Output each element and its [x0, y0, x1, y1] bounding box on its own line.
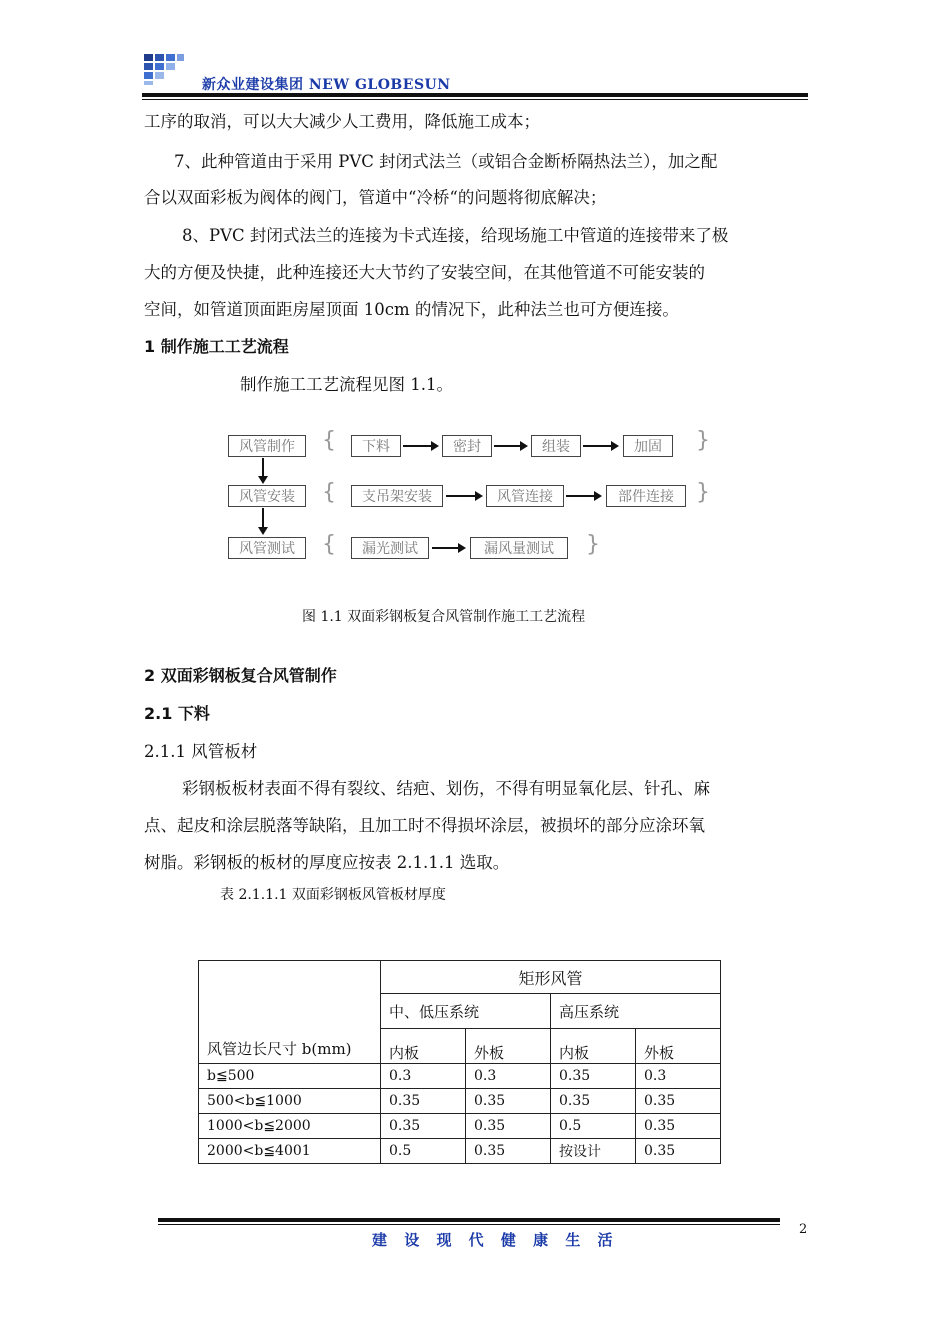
subsection-heading: 2.1.1 风管板材 — [144, 742, 258, 761]
table-row — [199, 1089, 721, 1114]
flow-step: 风管安装 — [228, 485, 306, 507]
flow-arrow-down — [262, 458, 264, 478]
flow-step: 组装 — [531, 435, 581, 457]
body-line: 8、PVC 封闭式法兰的连接为卡式连接，给现场施工中管道的连接带来了极 — [182, 226, 729, 245]
footer-rule-thin — [158, 1224, 780, 1225]
body-line: 空间，如管道顶面距房屋顶面 10cm 的情况下，此种法兰也可方便连接。 — [144, 300, 679, 319]
table-cell: 0.3 — [636, 1064, 721, 1089]
table-sub-header: 中、低压系统 — [381, 994, 551, 1029]
table-cell: 0.35 — [381, 1089, 466, 1114]
brace-right-icon: } — [696, 480, 710, 505]
table-group-header: 矩形风管 — [381, 961, 721, 994]
table-cell: 0.35 — [636, 1089, 721, 1114]
section-heading: 2.1 下料 — [144, 704, 210, 723]
page-number: 2 — [799, 1222, 808, 1237]
table-cell: 0.35 — [636, 1114, 721, 1139]
body-line: 大的方便及快捷，此种连接还大大节约了安装空间，在其他管道不可能安装的 — [144, 263, 705, 282]
table-cell: 500<b≦1000 — [199, 1089, 381, 1114]
header-rule-thick — [142, 93, 808, 97]
table-cell: 0.35 — [466, 1139, 551, 1164]
table-sub-header: 高压系统 — [551, 994, 721, 1029]
table-cell: 0.35 — [551, 1089, 636, 1114]
brace-right-icon: } — [586, 532, 600, 557]
table-cell: 0.35 — [551, 1064, 636, 1089]
table-cell: b≦500 — [199, 1064, 381, 1089]
body-line: 点、起皮和涂层脱落等缺陷，且加工时不得损坏涂层，被损坏的部分应涂环氧 — [144, 816, 705, 835]
table-col-header: 内板 — [381, 1029, 466, 1064]
body-line: 工序的取消，可以大大减少人工费用，降低施工成本； — [144, 112, 540, 131]
table-cell: 2000<b≦4001 — [199, 1139, 381, 1164]
table-cell: 0.5 — [551, 1114, 636, 1139]
flow-step: 下料 — [351, 435, 401, 457]
table-row — [199, 1114, 721, 1139]
flow-step: 漏风量测试 — [470, 537, 568, 559]
table-cell: 0.35 — [466, 1114, 551, 1139]
header-rule-thin — [142, 99, 808, 100]
section-heading: 2 双面彩钢板复合风管制作 — [144, 666, 337, 685]
flow-step: 风管测试 — [228, 537, 306, 559]
table-row — [199, 1139, 721, 1164]
thickness-table — [198, 960, 721, 1164]
flow-step: 密封 — [442, 435, 492, 457]
footer-slogan: 建 设 现 代 健 康 生 活 — [372, 1231, 619, 1249]
flow-arrow-right — [446, 495, 477, 497]
company-name-en: NEW GLOBESUN — [308, 77, 451, 93]
body-line: 树脂。彩钢板的板材的厚度应按表 2.1.1.1 选取。 — [144, 853, 510, 872]
table-cell: 0.3 — [466, 1064, 551, 1089]
table-cell: 按设计 — [551, 1139, 636, 1164]
table-caption: 表 2.1.1.1 双面彩钢板风管板材厚度 — [220, 887, 446, 903]
flow-arrow-right — [566, 495, 596, 497]
brace-left-icon: { — [322, 428, 336, 453]
section-heading: 1 制作施工工艺流程 — [144, 337, 289, 356]
flow-arrow-right — [403, 445, 433, 447]
flow-arrow-right — [583, 445, 613, 447]
flow-arrow-right — [494, 445, 522, 447]
flow-step: 支吊架安装 — [351, 485, 443, 507]
body-line: 合以双面彩板为阀体的阀门，管道中“冷桥“的问题将彻底解决； — [144, 188, 607, 207]
flow-step: 加固 — [623, 435, 673, 457]
brace-left-icon: { — [322, 532, 336, 557]
flow-step: 部件连接 — [606, 485, 686, 507]
brace-right-icon: } — [696, 428, 710, 453]
company-name-cn: 新众业建设集团 — [202, 77, 304, 93]
table-cell: 0.35 — [381, 1114, 466, 1139]
company-logo-icon — [142, 52, 186, 86]
table-cell: 0.35 — [636, 1139, 721, 1164]
table-cell: 0.35 — [466, 1089, 551, 1114]
flow-arrow-right — [432, 547, 460, 549]
table-cell: 1000<b≦2000 — [199, 1114, 381, 1139]
company-name — [202, 74, 451, 94]
footer-rule-thick — [158, 1218, 780, 1222]
figure-caption: 图 1.1 双面彩钢板复合风管制作施工工艺流程 — [302, 609, 586, 625]
table-col-header: 外板 — [636, 1029, 721, 1064]
body-line: 7、此种管道由于采用 PVC 封闭式法兰（或铝合金断桥隔热法兰），加之配 — [174, 152, 718, 171]
brace-left-icon: { — [322, 480, 336, 505]
table-col-header: 外板 — [466, 1029, 551, 1064]
table-rowhead: 风管边长尺寸 b(mm) — [199, 961, 381, 1064]
table-col-header: 内板 — [551, 1029, 636, 1064]
flow-arrow-down — [262, 508, 264, 529]
table-row — [199, 1064, 721, 1089]
flow-step: 风管制作 — [228, 435, 306, 457]
flow-step: 漏光测试 — [351, 537, 429, 559]
body-line: 制作施工工艺流程见图 1.1。 — [240, 375, 453, 394]
table-cell: 0.5 — [381, 1139, 466, 1164]
flow-step: 风管连接 — [486, 485, 564, 507]
body-line: 彩钢板板材表面不得有裂纹、结疤、划伤，不得有明显氧化层、针孔、麻 — [182, 779, 710, 798]
table-cell: 0.3 — [381, 1064, 466, 1089]
